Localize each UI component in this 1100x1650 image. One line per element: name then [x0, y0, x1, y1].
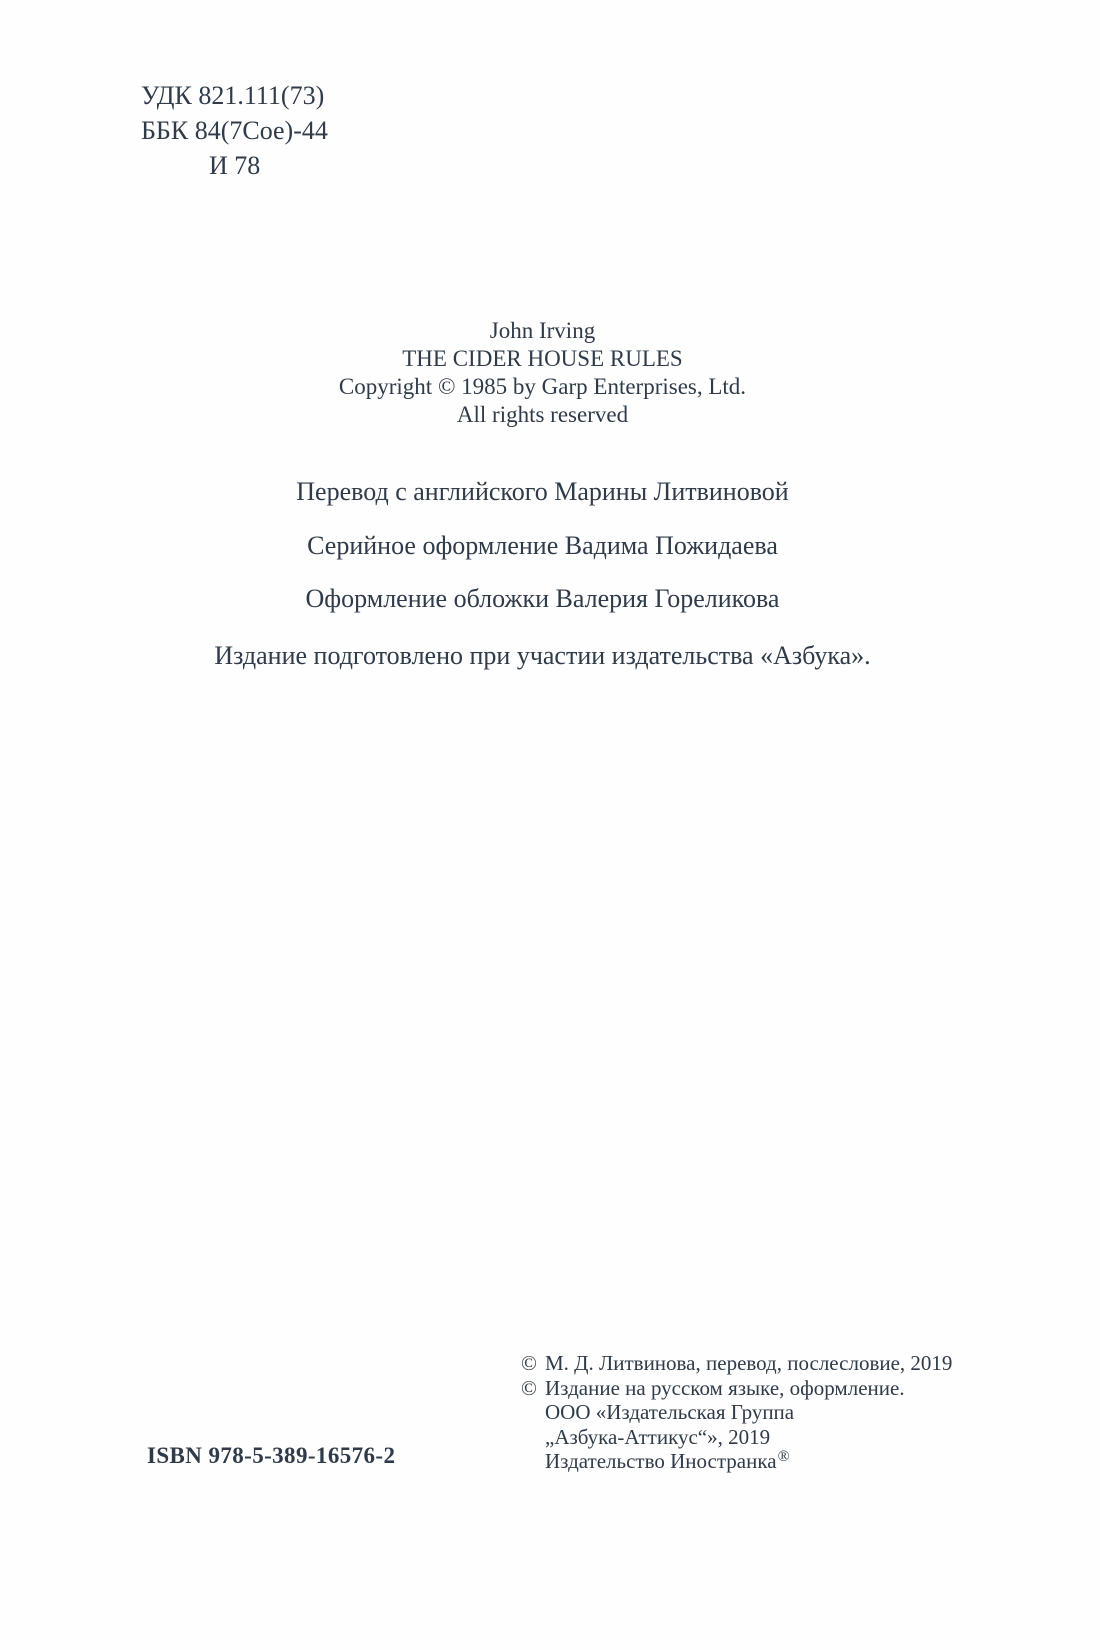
publisher-name: Издательство Иностранка	[545, 1449, 777, 1473]
copyright-symbol	[521, 1425, 545, 1450]
rights-reserved-line: All rights reserved	[456, 402, 629, 427]
copyright-symbol: ©	[521, 1351, 537, 1375]
copyright-symbol	[521, 1449, 545, 1477]
credit-cover-design: Оформление обложки Валерия Гореликова	[305, 584, 780, 613]
copyright-text	[545, 1449, 790, 1477]
author-line: John Irving	[489, 318, 596, 343]
registered-trademark-mark: ®	[777, 1447, 790, 1465]
copyright-block	[521, 1351, 952, 1477]
classification-block	[141, 78, 328, 183]
bbk-line: ББК 84(7Сое)-44	[141, 116, 328, 145]
original-title-line: THE CIDER HOUSE RULES	[402, 346, 683, 371]
original-title-block	[0, 317, 1085, 429]
copyright-row	[521, 1376, 952, 1401]
copyright-text: ООО «Издательская Группа	[545, 1400, 795, 1424]
isbn-line: ISBN 978-5-389-16576-2	[147, 1443, 396, 1468]
credit-publisher-participation: Издание подготовлено при участии издательства «Азбука».	[214, 641, 871, 670]
copyright-text: Издание на русском языке, оформление.	[545, 1375, 905, 1400]
copyright-text: „Азбука-Аттикус“», 2019	[545, 1424, 771, 1449]
copyright-row	[521, 1449, 952, 1477]
author-sign-line: И 78	[209, 151, 261, 180]
copyright-text: М. Д. Литвинова, перевод, послесловие, 2019	[545, 1351, 953, 1375]
credit-translation: Перевод с английского Марины Литвиновой	[296, 477, 789, 506]
credit-series-design: Серийное оформление Вадима Пожидаева	[307, 531, 778, 560]
copyright-row	[521, 1425, 952, 1450]
copyright-row	[521, 1351, 952, 1376]
copyright-symbol	[521, 1400, 545, 1425]
copyright-symbol: ©	[521, 1375, 537, 1400]
copyright-row	[521, 1400, 952, 1425]
original-copyright-line: Copyright © 1985 by Garp Enterprises, Ltd.	[338, 374, 747, 399]
udk-line: УДК 821.111(73)	[141, 81, 325, 110]
